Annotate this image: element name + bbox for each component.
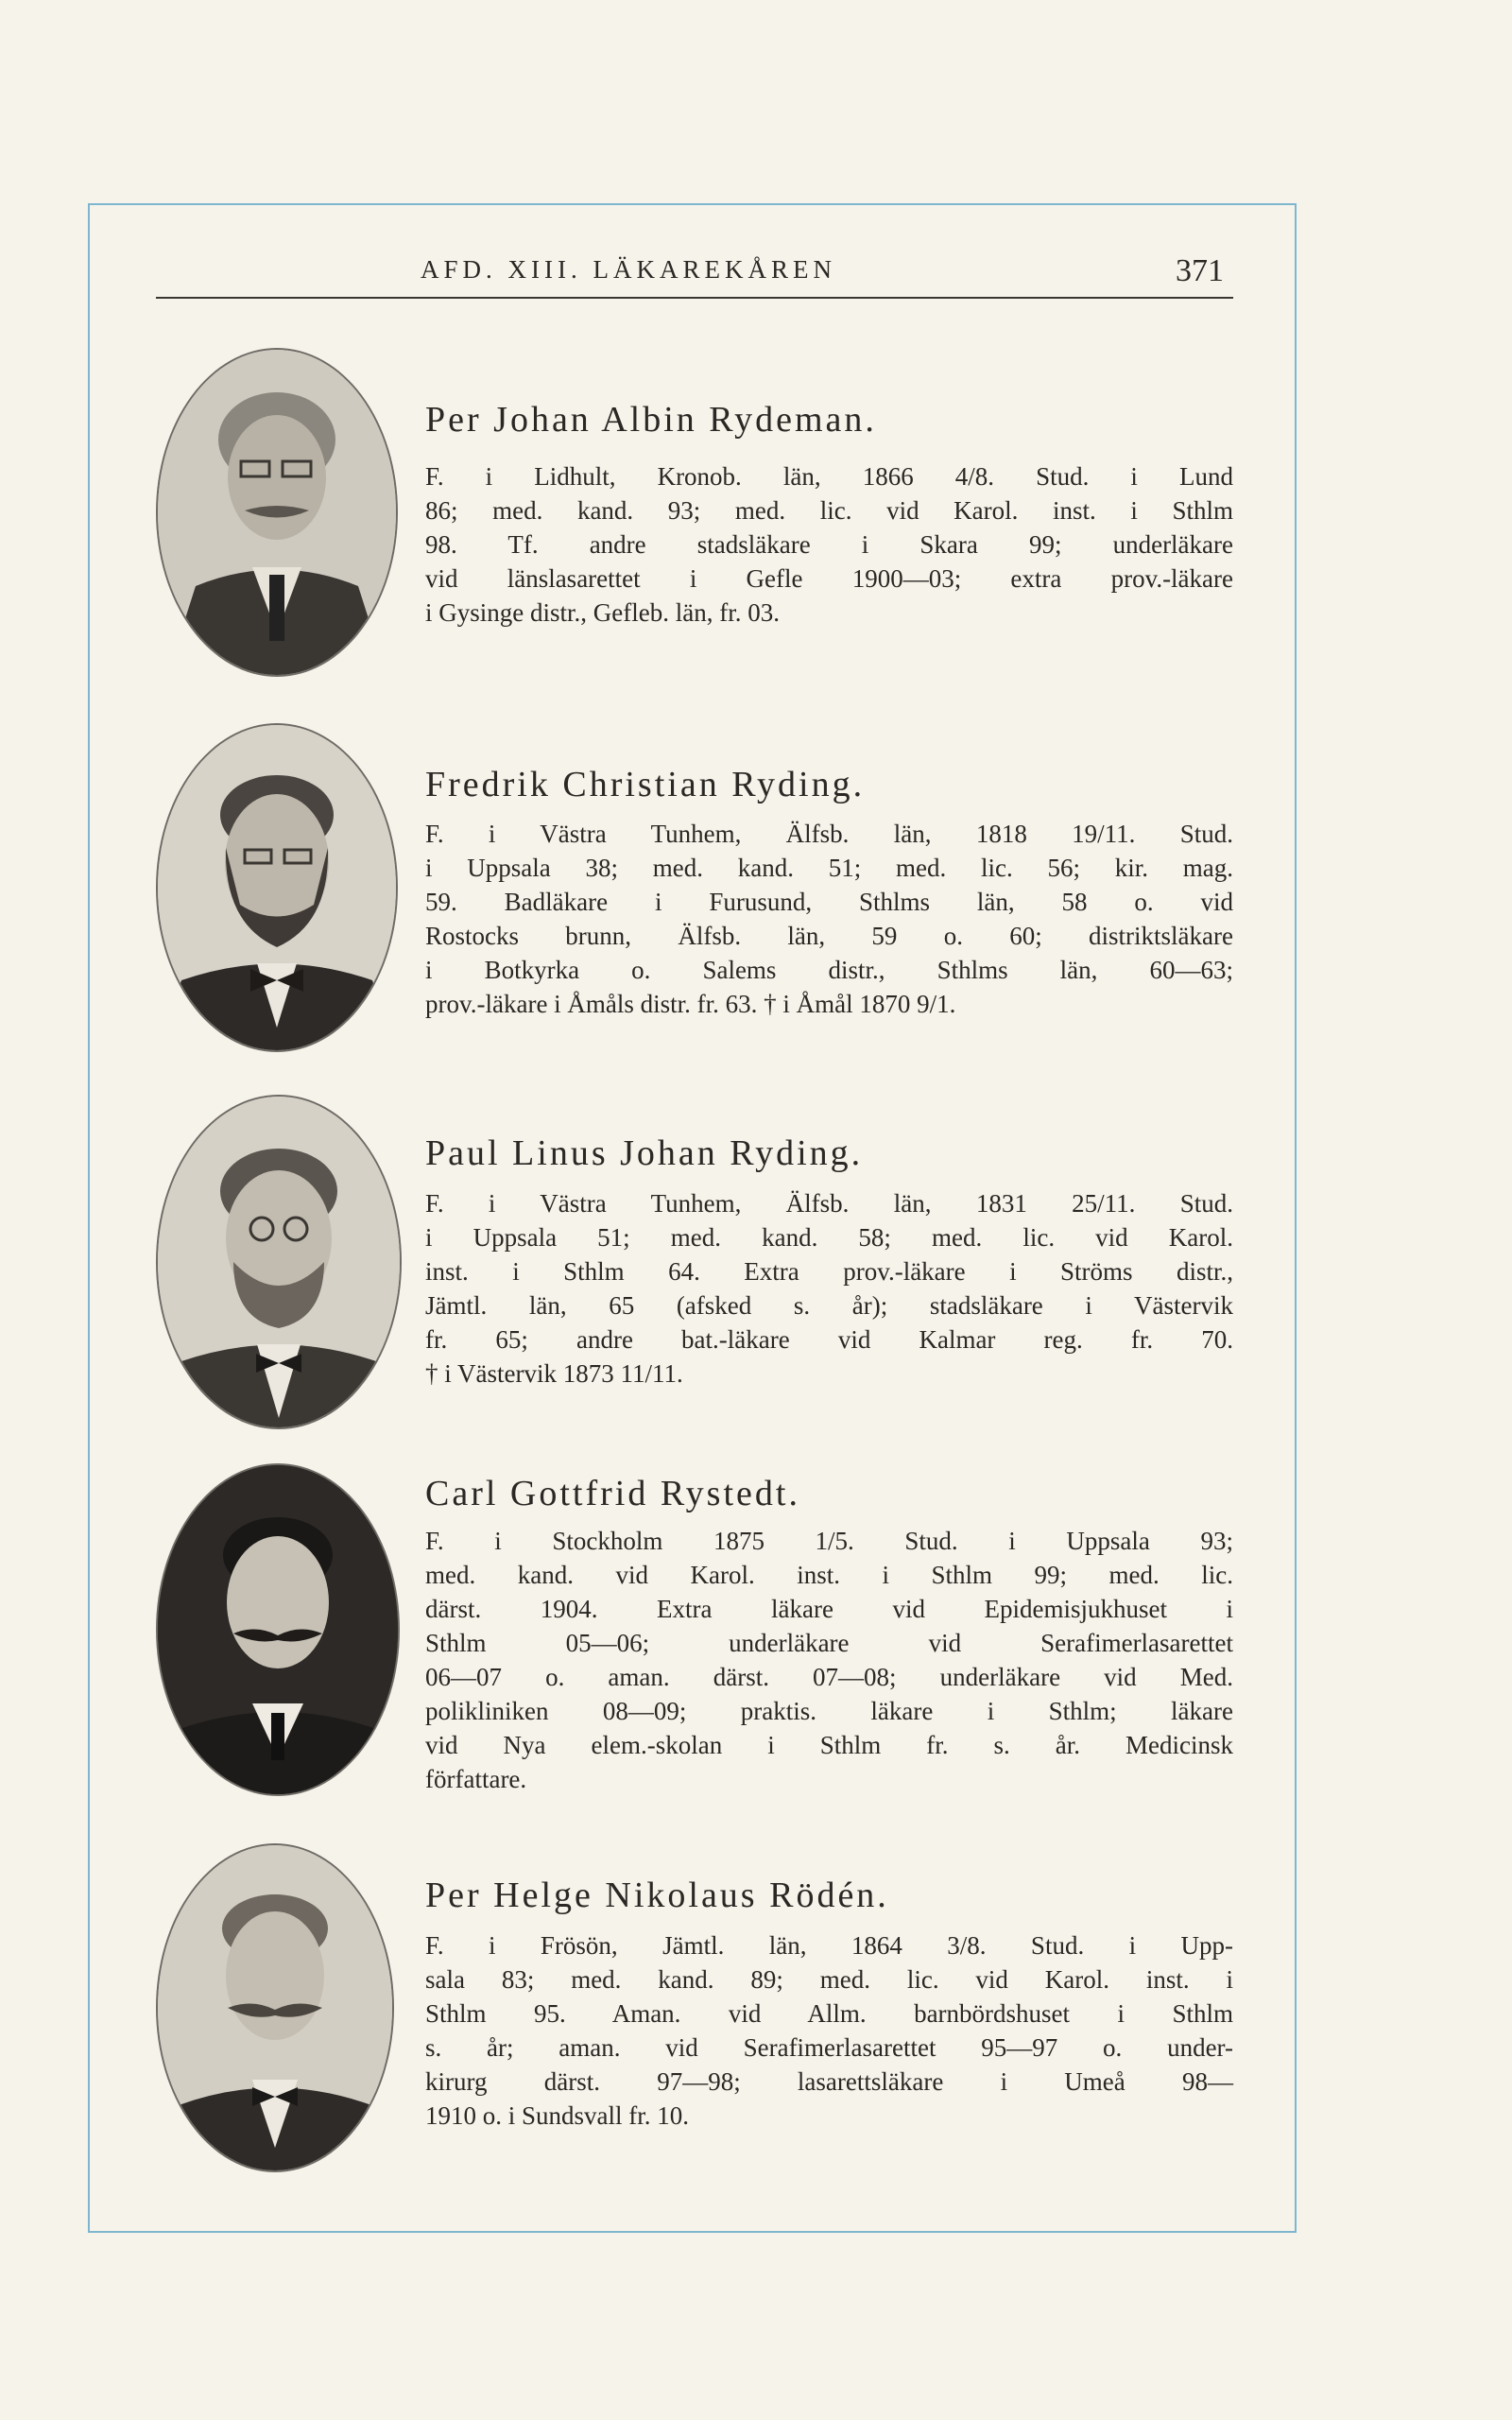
person-name-rydeman: Per Johan Albin Rydeman.	[425, 400, 877, 440]
biography-rydeman: F. i Lidhult, Kronob. län, 1866 4/8. Stud. i Lund 86; med. kand. 93; med. lic. vid Karol. inst. i Sthlm 98. Tf. andre stadsläkare i Skara 99; underläkare vid länslasarettet i Gefle 1900—03; extra prov.-läkare i Gysinge distr., Gefleb. län, fr. 03.	[425, 462, 1233, 627]
page-header	[156, 248, 1233, 299]
portrait-photo-rydeman	[156, 348, 398, 677]
page-number: 371	[1176, 253, 1224, 288]
biography-rystedt: F. i Stockholm 1875 1/5. Stud. i Uppsala 93; med. kand. vid Karol. inst. i Sthlm 99; med. lic. därst. 1904. Extra läkare vid Epidemisjukhuset i Sthlm 05—06; underläkare vid Serafimerlasarettet 06—07 o. aman. därst. 07—08; underläkare vid Med. polikliniken 08—09; praktis. läkare i Sthlm; läkare vid Nya elem.-skolan i Sthlm fr. s. år. Medicinsk författare.	[425, 1527, 1233, 1793]
portrait-photo-paul-ryding	[156, 1095, 402, 1429]
portrait-photo-rystedt	[156, 1463, 400, 1796]
portrait-photo-fredrik-ryding	[156, 723, 398, 1052]
person-name-fredrik-ryding: Fredrik Christian Ryding.	[425, 765, 866, 804]
biography-paul-ryding: F. i Västra Tunhem, Älfsb. län, 1831 25/11. Stud. i Uppsala 51; med. kand. 58; med. lic. vid Karol. inst. i Sthlm 64. Extra prov.-läkare i Ströms distr., Jämtl. län, 65 (afsked s. år); stadsläkare i Västervik fr. 65; andre bat.-läkare vid Kalmar reg. fr. 70. † i Västervik 1873 11/11.	[425, 1189, 1233, 1388]
person-name-roden: Per Helge Nikolaus Rödén.	[425, 1876, 889, 1915]
running-title: AFD. XIII. LÄKAREKÅREN	[421, 255, 836, 284]
person-name-rystedt: Carl Gottfrid Rystedt.	[425, 1474, 800, 1513]
person-name-paul-ryding: Paul Linus Johan Ryding.	[425, 1133, 864, 1173]
portrait-photo-roden	[156, 1843, 394, 2172]
biography-roden: F. i Frösön, Jämtl. län, 1864 3/8. Stud. i Upp- sala 83; med. kand. 89; med. lic. vid Karol. inst. i Sthlm 95. Aman. vid Allm. barnbördshuset i Sthlm s. år; aman. vid Serafimerlasarettet 95—97 o. under- kirurg därst. 97—98; lasarettsläkare i Umeå 98— 1910 o. i Sundsvall fr. 10.	[425, 1931, 1233, 2130]
biography-fredrik-ryding: F. i Västra Tunhem, Älfsb. län, 1818 19/11. Stud. i Uppsala 38; med. kand. 51; med. lic. 56; kir. mag. 59. Badläkare i Furusund, Sthlms län, 58 o. vid Rostocks brunn, Älfsb. län, 59 o. 60; distriktsläkare i Botkyrka o. Salems distr., Sthlms län, 60—63; prov.-läkare i Åmåls distr. fr. 63. † i Åmål 1870 9/1.	[425, 820, 1233, 1018]
